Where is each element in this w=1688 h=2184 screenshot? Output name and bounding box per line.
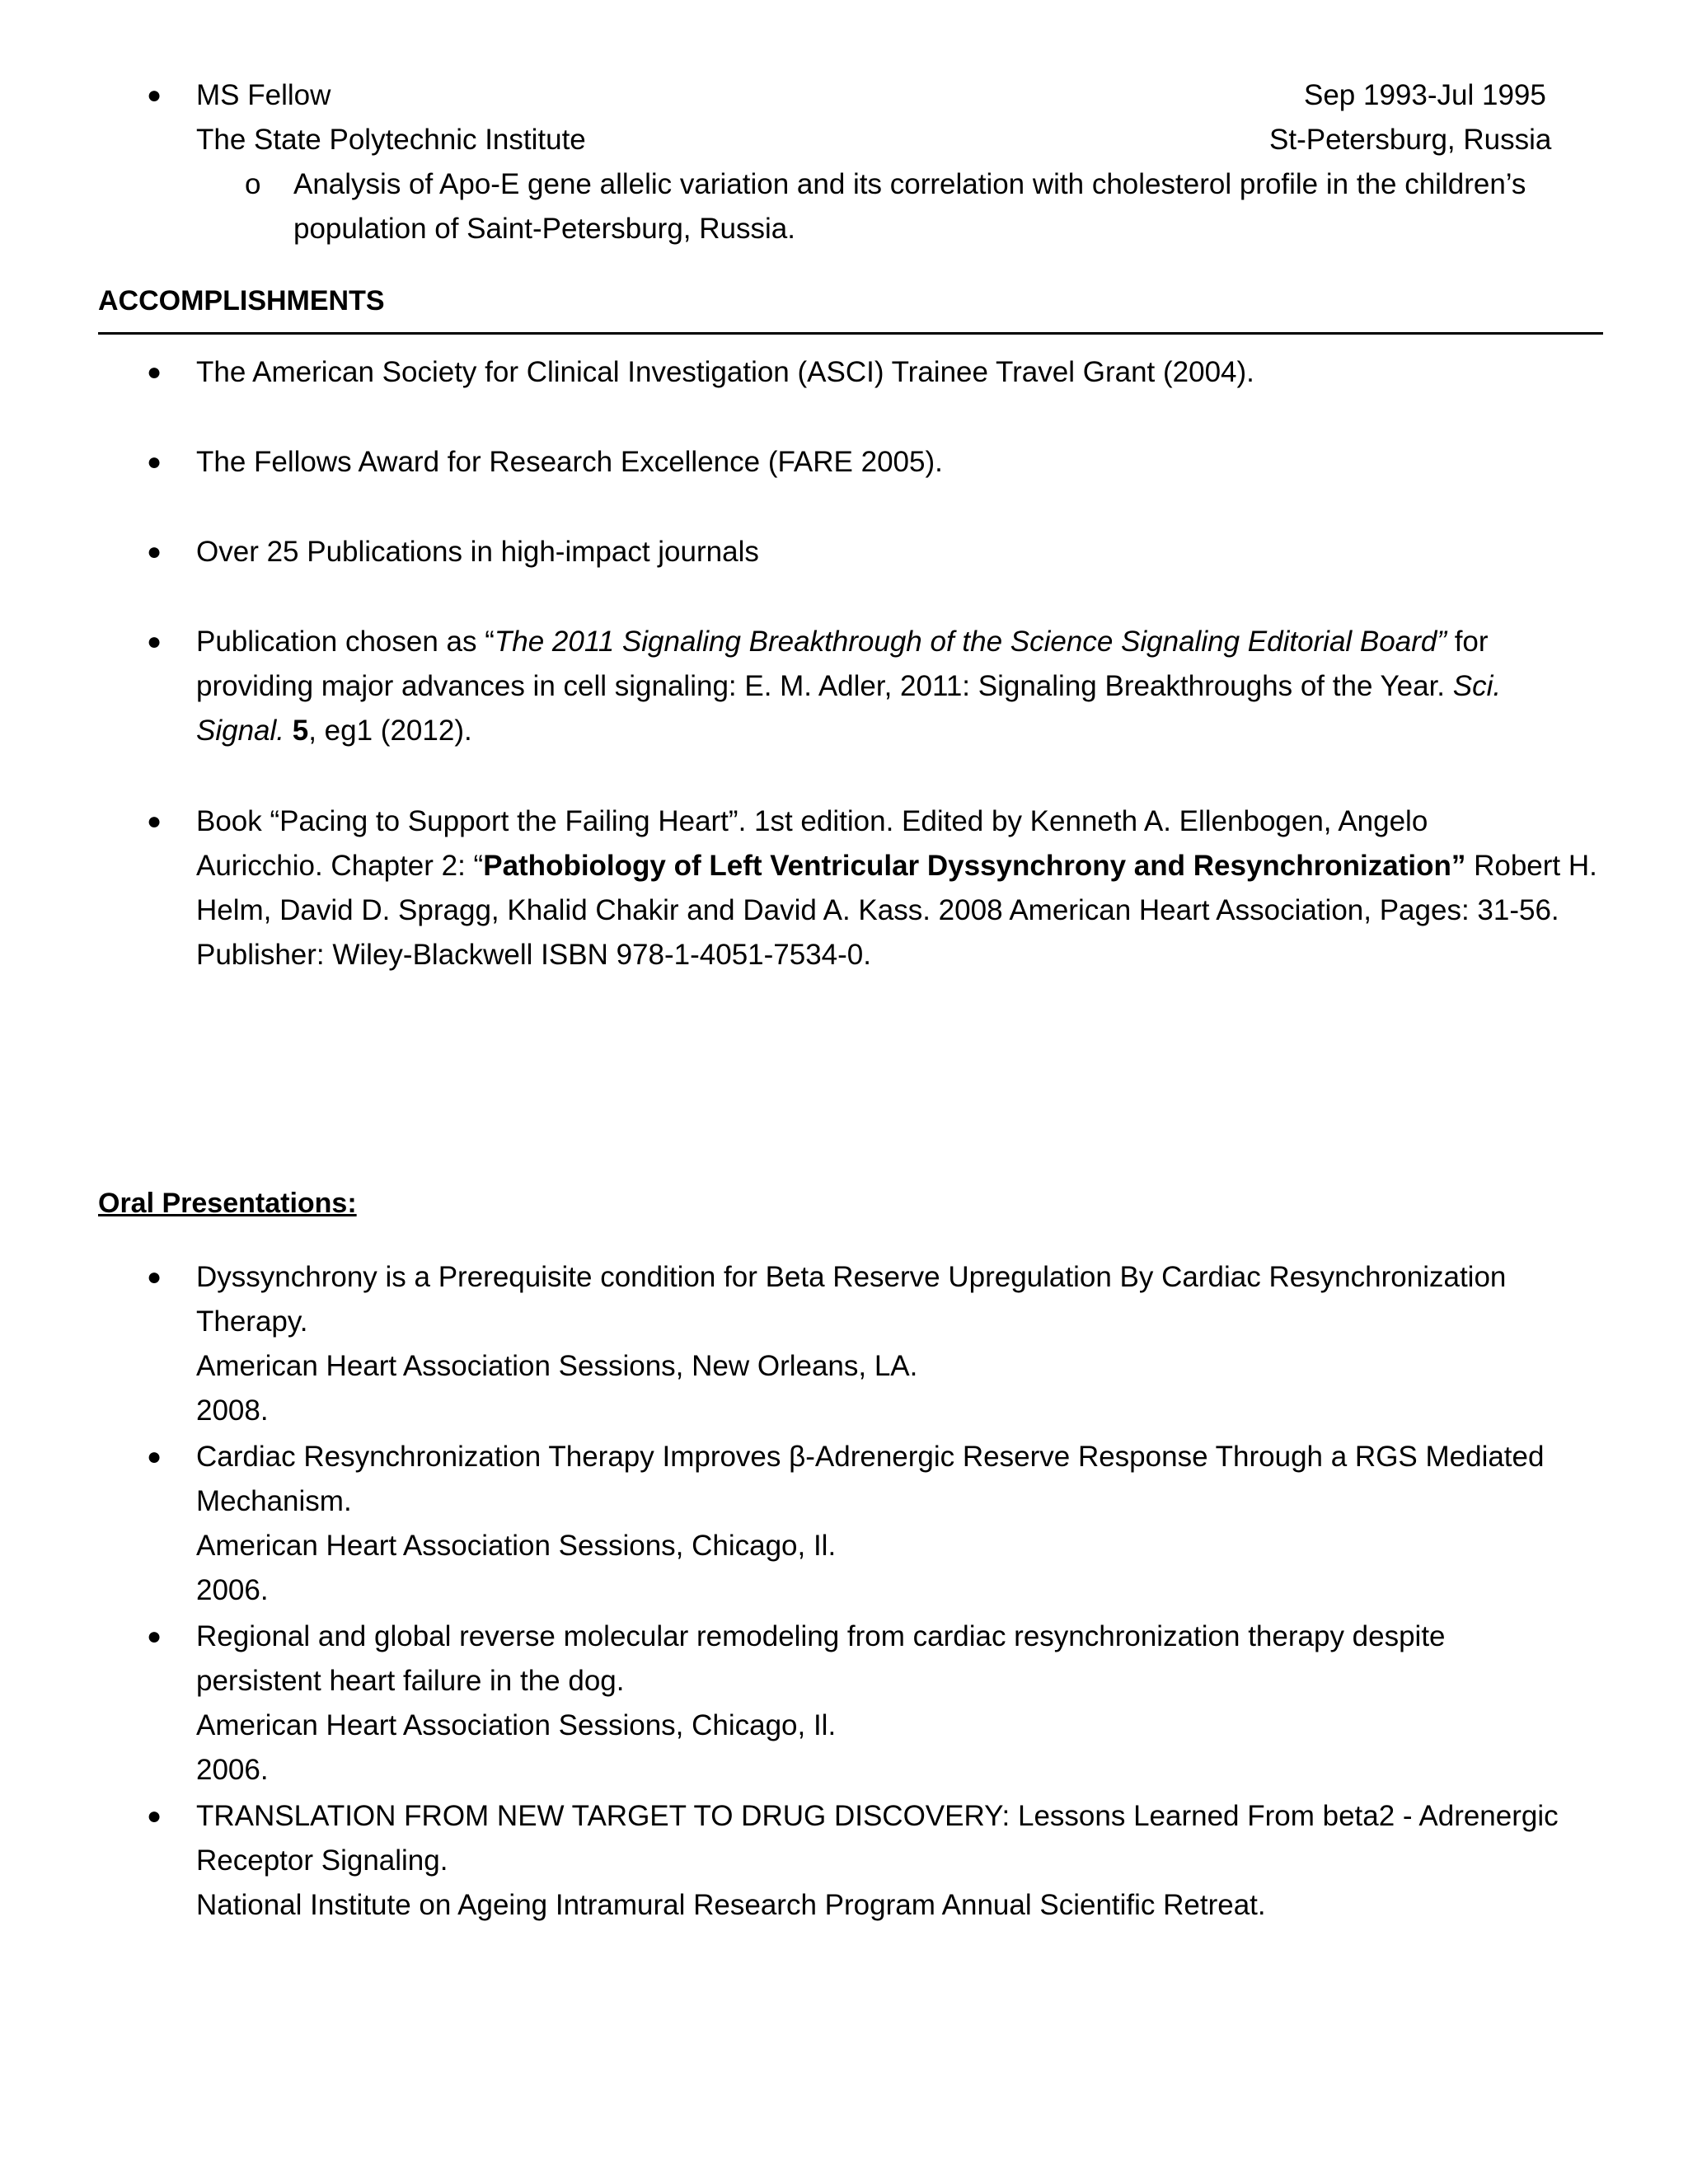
position-title: MS Fellow bbox=[196, 79, 331, 111]
presentation-title-line: Cardiac Resynchronization Therapy Improves β-Adrenergic Reserve Response Through a RGS Mediated bbox=[196, 1441, 1545, 1473]
accomplishment-item bbox=[196, 620, 1501, 753]
bullet-icon: ● bbox=[147, 82, 162, 109]
presentation-title-line: Dyssynchrony is a Prerequisite condition for Beta Reserve Upregulation By Cardiac Resynchronization bbox=[196, 1261, 1507, 1293]
publication-line bbox=[196, 709, 1501, 753]
journal-volume: 5 bbox=[292, 715, 309, 747]
accomplishments-heading: ACCOMPLISHMENTS bbox=[98, 285, 385, 316]
accomplishment-item: Over 25 Publications in high-impact journals bbox=[196, 536, 759, 568]
presentation-title-line: TRANSLATION FROM NEW TARGET TO DRUG DISCOVERY: Lessons Learned From beta2 - Adrenergic bbox=[196, 1800, 1559, 1832]
presentation-venue: American Heart Association Sessions, Chicago, Il. bbox=[196, 1530, 837, 1562]
presentation-year: 2006. bbox=[196, 1574, 269, 1606]
journal-name: Sci. bbox=[1452, 670, 1502, 702]
presentation-year: 2008. bbox=[196, 1394, 269, 1427]
presentation-year: 2006. bbox=[196, 1754, 269, 1786]
publication-award-title: The 2011 Signaling Breakthrough of the Science Signaling Editorial Board” bbox=[494, 626, 1447, 658]
book-line: Helm, David D. Spragg, Khalid Chakir and David A. Kass. 2008 American Heart Association, Pages: 31-56. bbox=[196, 894, 1559, 926]
bullet-icon: ● bbox=[147, 448, 162, 476]
presentation-venue: American Heart Association Sessions, Chicago, Il. bbox=[196, 1709, 837, 1741]
bullet-icon: ● bbox=[147, 1443, 162, 1470]
bullet-icon: ● bbox=[147, 538, 162, 565]
position-detail-line: Analysis of Apo-E gene allelic variation and its correlation with cholesterol profile in the children’s bbox=[293, 168, 1526, 200]
presentation-title-line: Receptor Signaling. bbox=[196, 1844, 448, 1877]
position-detail-line: population of Saint-Petersburg, Russia. bbox=[293, 213, 795, 245]
bullet-icon: ● bbox=[147, 628, 162, 655]
institution-name: The State Polytechnic Institute bbox=[196, 124, 586, 156]
presentation-title-line: persistent heart failure in the dog. bbox=[196, 1665, 625, 1697]
publication-suffix: for bbox=[1446, 626, 1489, 658]
bullet-icon: ● bbox=[147, 359, 162, 386]
bullet-icon: ● bbox=[147, 808, 162, 835]
oral-presentations-heading: Oral Presentations: bbox=[98, 1188, 357, 1219]
publication-line bbox=[196, 664, 1501, 709]
presentation-venue: National Institute on Ageing Intramural Research Program Annual Scientific Retreat. bbox=[196, 1889, 1266, 1921]
citation-end: , eg1 (2012). bbox=[308, 715, 472, 747]
sub-bullet-icon: o bbox=[245, 168, 261, 200]
book-line bbox=[196, 844, 1597, 888]
presentation-title-line: Regional and global reverse molecular remodeling from cardiac resynchronization therapy despite bbox=[196, 1620, 1446, 1652]
publication-citation: providing major advances in cell signaling: E. M. Adler, 2011: Signaling Breakthroughs of the Year. bbox=[196, 670, 1453, 702]
publication-line bbox=[196, 620, 1501, 664]
presentation-venue: American Heart Association Sessions, New Orleans, LA. bbox=[196, 1350, 918, 1382]
bullet-icon: ● bbox=[147, 1802, 162, 1830]
position-detail bbox=[293, 162, 1526, 251]
book-chapter-title: Pathobiology of Left Ventricular Dyssynchrony and Resynchronization” bbox=[483, 850, 1466, 882]
book-line: Book “Pacing to Support the Failing Heart”. 1st edition. Edited by Kenneth A. Ellenbogen, Angelo bbox=[196, 805, 1428, 837]
institution-location: St-Petersburg, Russia bbox=[1269, 124, 1552, 156]
section-divider bbox=[98, 332, 1603, 335]
presentation-item bbox=[196, 1794, 1559, 1928]
journal-name: Signal. bbox=[196, 715, 285, 747]
position-dates: Sep 1993-Jul 1995 bbox=[1304, 79, 1546, 111]
publication-prefix: Publication chosen as “ bbox=[196, 626, 495, 658]
presentation-item bbox=[196, 1435, 1544, 1613]
presentation-title-line: Therapy. bbox=[196, 1305, 308, 1338]
accomplishment-item bbox=[196, 799, 1597, 977]
bullet-icon: ● bbox=[147, 1263, 162, 1291]
accomplishment-item: The American Society for Clinical Investigation (ASCI) Trainee Travel Grant (2004). bbox=[196, 356, 1254, 388]
presentation-item bbox=[196, 1255, 1506, 1433]
book-chapter-prefix: Auricchio. Chapter 2: “ bbox=[196, 850, 484, 882]
book-line: Publisher: Wiley-Blackwell ISBN 978-1-4051-7534-0. bbox=[196, 939, 871, 971]
presentation-item bbox=[196, 1615, 1446, 1793]
bullet-icon: ● bbox=[147, 1623, 162, 1650]
presentation-title-line: Mechanism. bbox=[196, 1485, 352, 1517]
accomplishment-item: The Fellows Award for Research Excellence (FARE 2005). bbox=[196, 446, 943, 478]
book-chapter-suffix: Robert H. bbox=[1465, 850, 1597, 882]
